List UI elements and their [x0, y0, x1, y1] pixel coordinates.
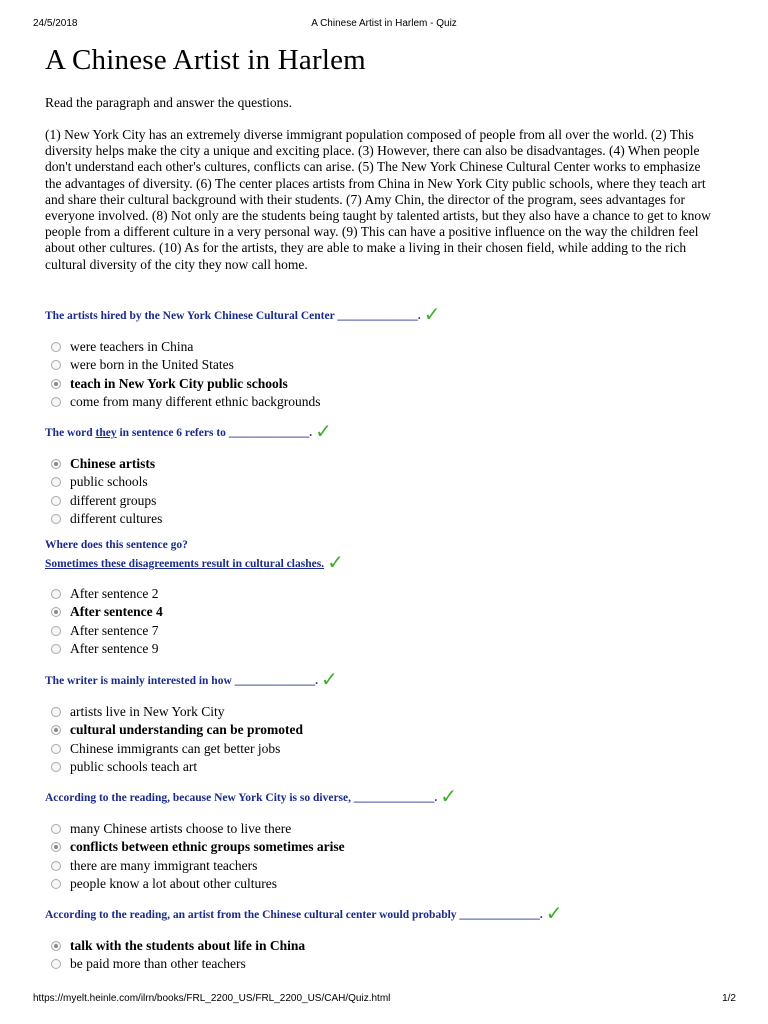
print-footer — [0, 993, 768, 1007]
answer-options — [45, 585, 344, 658]
answer-option[interactable]: were born in the United States — [45, 356, 441, 374]
answer-option[interactable]: be paid more than other teachers — [45, 955, 563, 973]
question-prompt: Where does this sentence go? Sometimes these disagreements result in cultural clashes. ✓ — [45, 539, 344, 574]
answer-option[interactable]: different groups — [45, 492, 332, 510]
radio-button[interactable] — [51, 342, 61, 352]
question-prompt: The artists hired by the New York Chinese Cultural Center ______________. ✓ — [45, 302, 441, 326]
correct-check-icon: ✓ — [315, 419, 332, 443]
radio-button[interactable] — [51, 879, 61, 889]
question-prompt: The word they in sentence 6 refers to ______________. ✓ — [45, 419, 332, 443]
answer-option-selected[interactable]: talk with the students about life in China — [45, 937, 563, 955]
print-date: 24/5/2018 — [33, 18, 78, 29]
answer-options — [45, 703, 338, 776]
question-4 — [45, 667, 338, 776]
reading-paragraph: (1) New York City has an extremely diverse immigrant population composed of people from all over the world. (2) This diversity helps make the city a unique and exciting place. (3) However, there can also be disadvantages. (4) When people don't understand each other's cultures, conflicts can arise. (5) The New York Chinese Cultural Center works to emphasize the advantages of diversity. (6) The center places artists from China in New York City public schools, where they teach art and share their cultural background with their students. (7) Amy Chin, the director of the program, sees advantages for everyone involved. (8) Not only are the students being taught by talented artists, but they also have a chance to get to know people from a different culture in a very personal way. (9) This can have a positive influence on the way the children feel about other cultures. (10) As for the artists, they are able to make a living in their chosen field, while adding to the rich cultural diversity of the city they now call home. — [45, 127, 711, 272]
radio-button[interactable] — [51, 762, 61, 772]
answer-option[interactable]: After sentence 7 — [45, 622, 344, 640]
answer-option[interactable]: artists live in New York City — [45, 703, 338, 721]
radio-button[interactable] — [51, 744, 61, 754]
answer-option-selected[interactable]: teach in New York City public schools — [45, 375, 441, 393]
answer-option[interactable]: different cultures — [45, 510, 332, 528]
answer-option[interactable]: were teachers in China — [45, 338, 441, 356]
answer-option[interactable]: After sentence 2 — [45, 585, 344, 603]
answer-option[interactable]: people know a lot about other cultures — [45, 875, 457, 893]
radio-button[interactable] — [51, 589, 61, 599]
correct-check-icon: ✓ — [423, 302, 441, 326]
radio-button[interactable] — [51, 861, 61, 871]
correct-check-icon: ✓ — [545, 901, 563, 925]
answer-option[interactable]: public schools teach art — [45, 758, 338, 776]
radio-button[interactable] — [51, 626, 61, 636]
question-2 — [45, 419, 332, 528]
question-5 — [45, 784, 458, 893]
print-header — [0, 18, 768, 32]
answer-options — [45, 937, 563, 974]
print-page-title: A Chinese Artist in Harlem - Quiz — [311, 18, 457, 29]
page-title: A Chinese Artist in Harlem — [45, 44, 366, 76]
question-6 — [45, 901, 563, 974]
radio-button[interactable] — [51, 644, 61, 654]
answer-option-selected[interactable]: Chinese artists — [45, 455, 332, 473]
radio-button[interactable] — [51, 397, 61, 407]
question-1 — [45, 302, 441, 411]
radio-button[interactable] — [51, 514, 61, 524]
answer-options — [45, 455, 332, 528]
print-page-number: 1/2 — [722, 993, 736, 1004]
radio-button[interactable] — [51, 824, 61, 834]
radio-button-checked[interactable] — [51, 842, 61, 852]
question-prompt: According to the reading, an artist from the Chinese cultural center would probably ______________. ✓ — [45, 901, 563, 925]
answer-option[interactable]: Chinese immigrants can get better jobs — [45, 740, 338, 758]
answer-option[interactable]: many Chinese artists choose to live there — [45, 820, 457, 838]
radio-button[interactable] — [51, 477, 61, 487]
correct-check-icon: ✓ — [321, 667, 338, 691]
answer-option[interactable]: After sentence 9 — [45, 640, 344, 658]
question-3 — [45, 537, 344, 658]
question-prompt: The writer is mainly interested in how ______________. ✓ — [45, 667, 338, 691]
instructions: Read the paragraph and answer the questions. — [45, 95, 293, 110]
radio-button[interactable] — [51, 959, 61, 969]
answer-option-selected[interactable]: After sentence 4 — [45, 603, 344, 621]
answer-option[interactable]: there are many immigrant teachers — [45, 857, 457, 875]
answer-option[interactable]: public schools — [45, 473, 332, 491]
print-url: https://myelt.heinle.com/ilrn/books/FRL_2200_US/FRL_2200_US/CAH/Quiz.html — [33, 993, 391, 1004]
radio-button[interactable] — [51, 360, 61, 370]
correct-check-icon: ✓ — [327, 550, 344, 574]
radio-button[interactable] — [51, 496, 61, 506]
answer-options — [45, 820, 457, 893]
answer-option-selected[interactable]: conflicts between ethnic groups sometimes arise — [45, 838, 457, 856]
radio-button-checked[interactable] — [51, 607, 61, 617]
radio-button[interactable] — [51, 707, 61, 717]
radio-button-checked[interactable] — [51, 941, 61, 951]
radio-button-checked[interactable] — [51, 459, 61, 469]
correct-check-icon: ✓ — [440, 784, 458, 808]
answer-options — [45, 338, 441, 411]
question-prompt: According to the reading, because New York City is so diverse, ______________. ✓ — [45, 784, 458, 808]
radio-button-checked[interactable] — [51, 725, 61, 735]
answer-option-selected[interactable]: cultural understanding can be promoted — [45, 721, 338, 739]
radio-button-checked[interactable] — [51, 379, 61, 389]
answer-option[interactable]: come from many different ethnic backgrounds — [45, 393, 441, 411]
